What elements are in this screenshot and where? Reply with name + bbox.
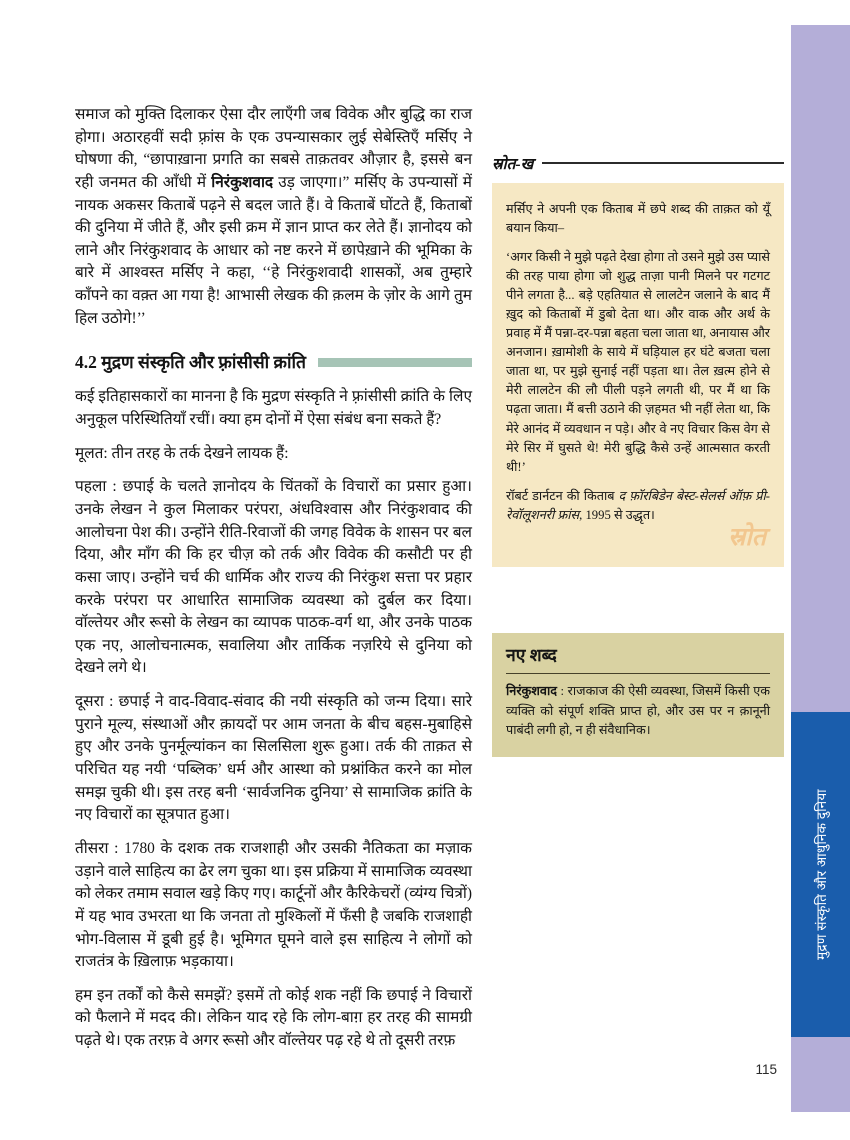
section-heading-accent-bar <box>318 358 472 367</box>
source-attribution-book-title: द फ़ॉरबिडेन बेस्ट-सेलर्स ऑफ़ प्री-रेवॉलूशनरी फ्रांस <box>506 488 770 522</box>
source-attribution-post: , 1995 से उद्धृत। <box>579 507 655 522</box>
paragraph-mercier-post: उड़ जाएगा।” मर्सिए के उपन्यासों में नायक अकसर किताबें पढ़ने से बदल जाते हैं। वे किताबें घोंटते हैं, किताबों की दुनिया में जीते हैं, और इसी क्रम में ज्ञान प्राप्त कर लेते हैं। ज्ञानोदय को लाने और निरंकुशवाद के आधार को नष्ट करने में छापेख़ाने की भूमिका के बारे में आश्वस्त मर्सिए ने कहा, ‘‘हे निरंकुशवादी शासकों, अब तुम्हारे काँपने का वक़्त आ गया है! आभासी लेखक की क़लम के ज़ोर के आगे तुम हिल उठोगे!’’ <box>75 173 472 327</box>
new-words-term: निरंकुशवाद <box>506 684 557 698</box>
new-words-box <box>492 633 784 757</box>
paragraph-first-argument: पहला : छपाई के चलते ज्ञानोदय के चिंतकों के विचारों का प्रसार हुआ। उनके लेखन ने कुल मिलाकर परंपरा, अंधविश्वास और निरंकुशवाद की आलोचना पेश की। उन्होंने रीति-रिवाजों की जगह विवेक के शासन पर बल दिया, और माँग की कि हर चीज़ को तर्क और विवेक की कसौटी पर ही कसा जाए। उन्होंने चर्च की धार्मिक और राज्य की निरंकुश सत्ता पर प्रहार करके परंपरा पर आधारित सामाजिक व्यवस्था को दुर्बल कर दिया। वॉल्तेयर और रूसो के लेखन का व्यापक पाठक-वर्ग था, और उनके पाठक एक नए, आलोचनात्मक, सवालिया और तार्किक नज़रिये से दुनिया को देखने लगे थे। <box>75 478 472 677</box>
source-box <box>492 183 784 567</box>
new-words-definition-text: : राजकाज की ऐसी व्यवस्था, जिसमें किसी एक व्यक्ति को संपूर्ण शक्ति प्राप्त हो, और उस पर न क़ानूनी पाबंदी लगी हो, न ही संवैधानिक। <box>506 684 770 738</box>
page-number: 115 <box>755 1062 777 1077</box>
paragraph-closing: हम इन तर्कों को कैसे समझें? इसमें तो कोई शक नहीं कि छपाई ने विचारों को फैलाने में मदद की। लेकिन याद रहे कि लोग-बाग़ हर तरह की सामग्री पढ़ते थे। एक तरफ़ वे अगर रूसो और वॉल्तेयर पढ़ रहे थे तो दूसरी तरफ़ <box>75 986 472 1050</box>
paragraph-lead: मूलत: तीन तरह के तर्क देखने लायक हैं: <box>75 444 289 462</box>
source-intro: मर्सिए ने अपनी एक किताब में छपे शब्द की ताक़त को यूँ बयान किया– <box>506 202 770 236</box>
source-column <box>492 152 784 567</box>
paragraph-third-argument: तीसरा : 1780 के दशक तक राजशाही और उसकी नैतिकता का मज़ाक उड़ाने वाले साहित्य का ढेर लग चुका था। इस प्रक्रिया में सामाजिक व्यवस्था को लेकर तमाम सवाल खड़े किए गए। कार्टूनों और कैरिकेचरों (व्यंग्य चित्रों) में यह भाव उभरता था कि जनता तो मुश्किलों में फँसी है जबकि राजशाही भोग-विलास में डूबी हुई है। भूमिगत घूमने वाले इस साहित्य ने लोगों को राजतंत्र के ख़िलाफ़ भड़काया। <box>75 839 472 971</box>
paragraph-mercier <box>75 104 472 330</box>
source-label: स्रोत-ख <box>492 156 534 173</box>
source-attribution-pre: रॉबर्ट डार्नटन की किताब <box>506 488 619 503</box>
section-heading-4-2 <box>75 350 472 374</box>
paragraph-mercier-pre: समाज को मुक्ति दिलाकर ऐसा दौर लाएँगी जब विवेक और बुद्धि का राज होगा। अठारहवीं सदी फ़्रांस के एक उपन्यासकार लुई सेबेस्तिएँ मर्सिए ने घोषणा की, “छापाख़ाना प्रगति का सबसे ताक़तवर औज़ार है, इससे बन रही जनमत की आँधी में <box>75 106 472 191</box>
source-header <box>492 152 784 174</box>
new-words-title: नए शब्द <box>506 643 770 674</box>
chapter-side-tab <box>791 712 850 1037</box>
main-text-column <box>75 104 472 1064</box>
paragraph-intro: कई इतिहासकारों का मानना है कि मुद्रण संस्कृति ने फ़्रांसीसी क्रांति के लिए अनुकूल परिस्थितियाँ रचीं। क्या हम दोनों में ऐसा संबंध बना सकते हैं? <box>75 388 472 429</box>
chapter-side-tab-title: मुद्रण संस्कृति और आधुनिक दुनिया <box>813 789 829 960</box>
paragraph-mercier-bold-term: निरंकुशवाद <box>211 173 274 191</box>
new-words-definition <box>506 682 770 741</box>
paragraph-second-argument: दूसरा : छपाई ने वाद-विवाद-संवाद की नयी संस्कृति को जन्म दिया। सारे पुराने मूल्य, संस्थाओं और क़ायदों पर आम जनता के बीच बहस-मुबाहिसे हुए और उनके पुनर्मूल्यांकन का सिलसिला शुरू हुआ। तर्क की ताक़त से परिचित यह नयी ‘पब्लिक’ धर्म और आस्था को प्रश्नांकित करने का मोल समझ चुकी थी। इस तरह बनी ‘सार्वजनिक दुनिया’ से सामाजिक क्रांति के नए विचारों का सूत्रपात हुआ। <box>75 693 472 824</box>
source-header-rule <box>542 162 784 164</box>
source-quote: ‘अगर किसी ने मुझे पढ़ते देखा होगा तो उसने मुझे उस प्यासे की तरह पाया होगा जो शुद्ध ताज़ा पानी मिलने पर गटगट पीने लगता है... बड़े एहतियात से लालटेन जलाने के बाद मैं ख़ुद को किताबों में डुबो देता था। और वाक और अर्थ के प्रवाह में मैं पन्ना-दर-पन्ना बहता चला जाता था, अनायास और अनजान। ख़ामोशी के साये में घड़ियाल हर घंटे बजता चला जाता था, पर मुझे सुनाई नहीं पड़ता था। तेल ख़त्म होने से मेरी लालटेन की लौ पीली पड़ने लगती थी, पर मैं था कि पढ़ता जाता। मैं बत्ती उठाने की ज़हमत भी नहीं लेता था, कि मेरे आनंद में व्यवधान न पड़े। और वे नए विचार किस वेग से मेरे सिर में घुसते थे! मेरी बुद्धि कैसे उन्हें आत्मसात करती थी!’ <box>506 250 770 474</box>
source-watermark: स्रोत <box>728 523 766 551</box>
section-heading-text: 4.2 मुद्रण संस्कृति और फ़्रांसीसी क्रांति <box>75 352 307 373</box>
